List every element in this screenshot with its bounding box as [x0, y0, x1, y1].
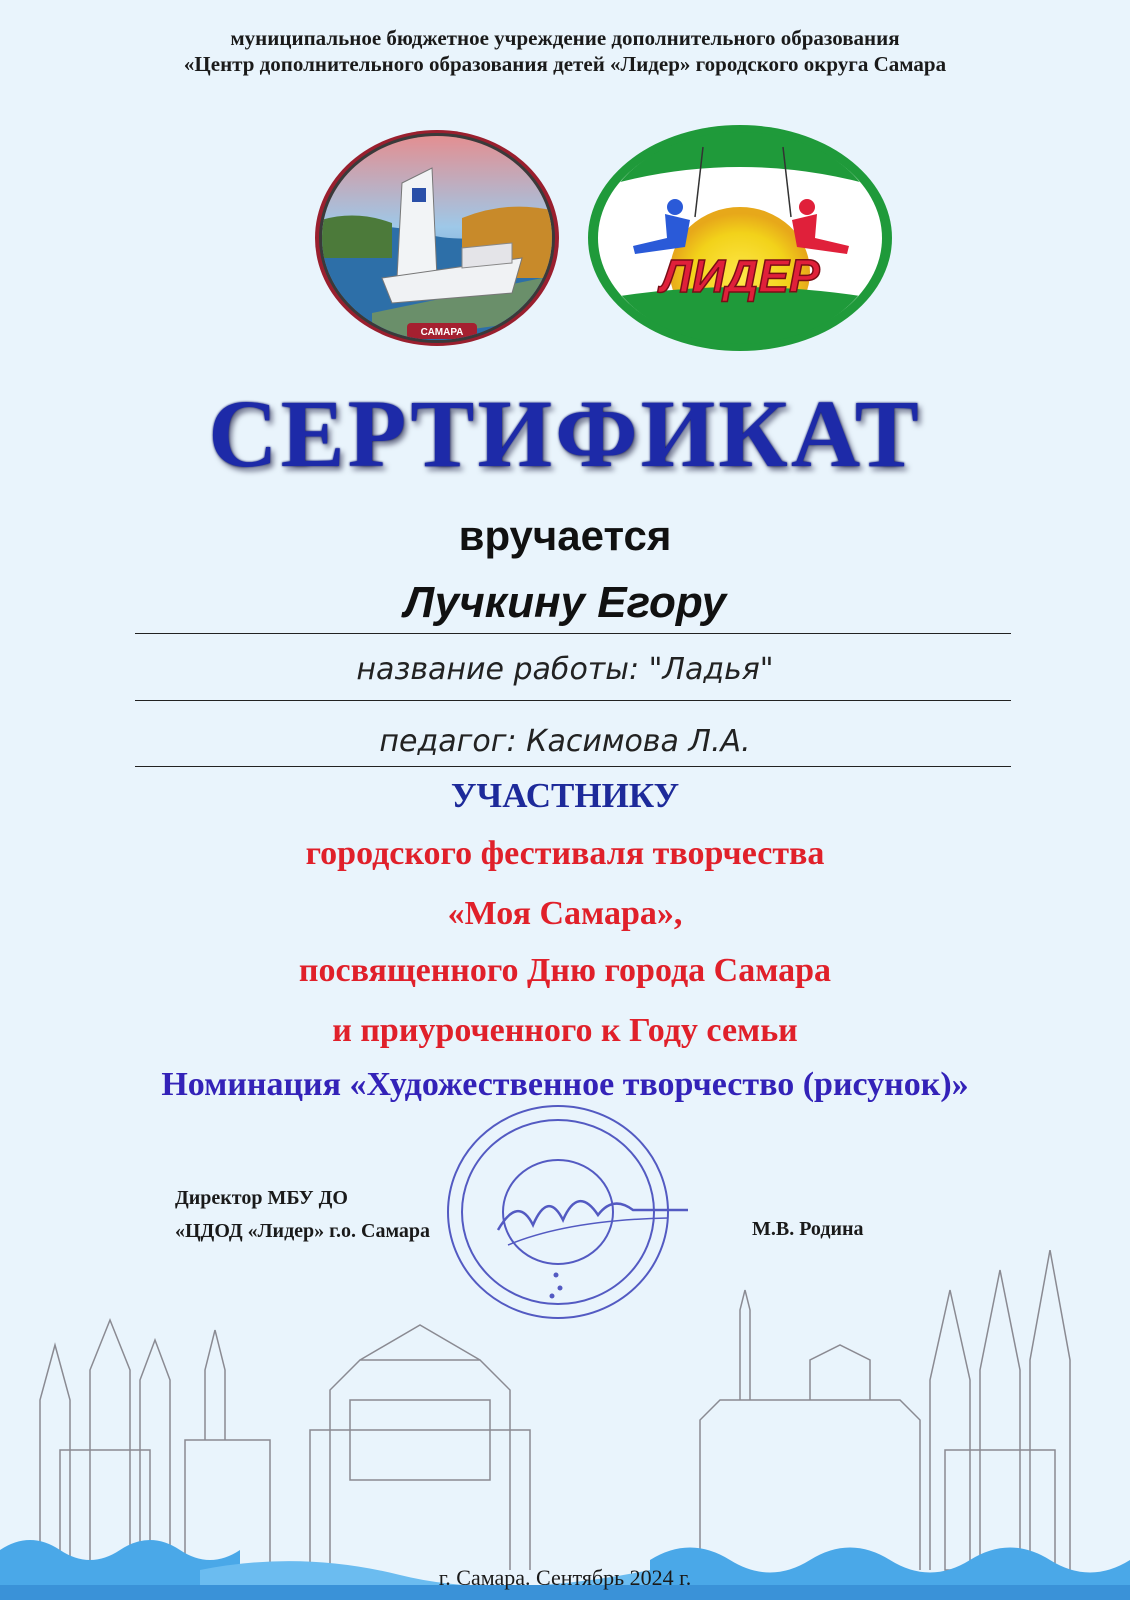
director-name: М.В. Родина — [752, 1218, 864, 1240]
city-skyline-illustration — [0, 1250, 1130, 1600]
org-name-line-2: «Центр дополнительного образования детей «Лидер» городского округа Самара — [183, 52, 947, 76]
certificate-title: СЕРТИФИКАТ — [208, 380, 922, 487]
festival-line-3: посвященного Дню города Самара — [298, 952, 832, 989]
director-title — [175, 1182, 430, 1248]
footer-place-date: г. Самара. Сентябрь 2024 г. — [438, 1565, 692, 1590]
director-title-line-1: Директор МБУ ДО — [175, 1187, 348, 1209]
festival-line-2: «Моя Самара», — [447, 895, 683, 932]
divider-rule — [135, 633, 1011, 634]
divider-rule — [135, 700, 1011, 701]
lider-logo-label: ЛИДЕР — [660, 250, 820, 302]
work-title: название работы: "Ладья" — [356, 652, 774, 687]
director-title-line-2: «ЦДОД «Лидер» г.о. Самара — [175, 1220, 431, 1242]
lider-logo — [585, 122, 895, 354]
recipient-name: Лучкину Егору — [403, 578, 727, 627]
festival-line-1: городского фестиваля творчества — [305, 835, 825, 872]
emblem-label: САМАРА — [420, 327, 464, 338]
teacher-name: педагог: Касимова Л.А. — [379, 724, 751, 759]
org-name-line-1: муниципальное бюджетное учреждение дополнительного образования — [230, 26, 900, 50]
festival-line-4: и приуроченного к Году семьи — [332, 1012, 798, 1049]
samara-emblem-logo — [312, 128, 562, 348]
divider-rule — [135, 766, 1011, 767]
participant-heading: УЧАСТНИКУ — [450, 776, 680, 815]
nomination-text: Номинация «Художественное творчество (рисунок)» — [161, 1066, 969, 1103]
awarded-text: вручается — [458, 512, 672, 559]
